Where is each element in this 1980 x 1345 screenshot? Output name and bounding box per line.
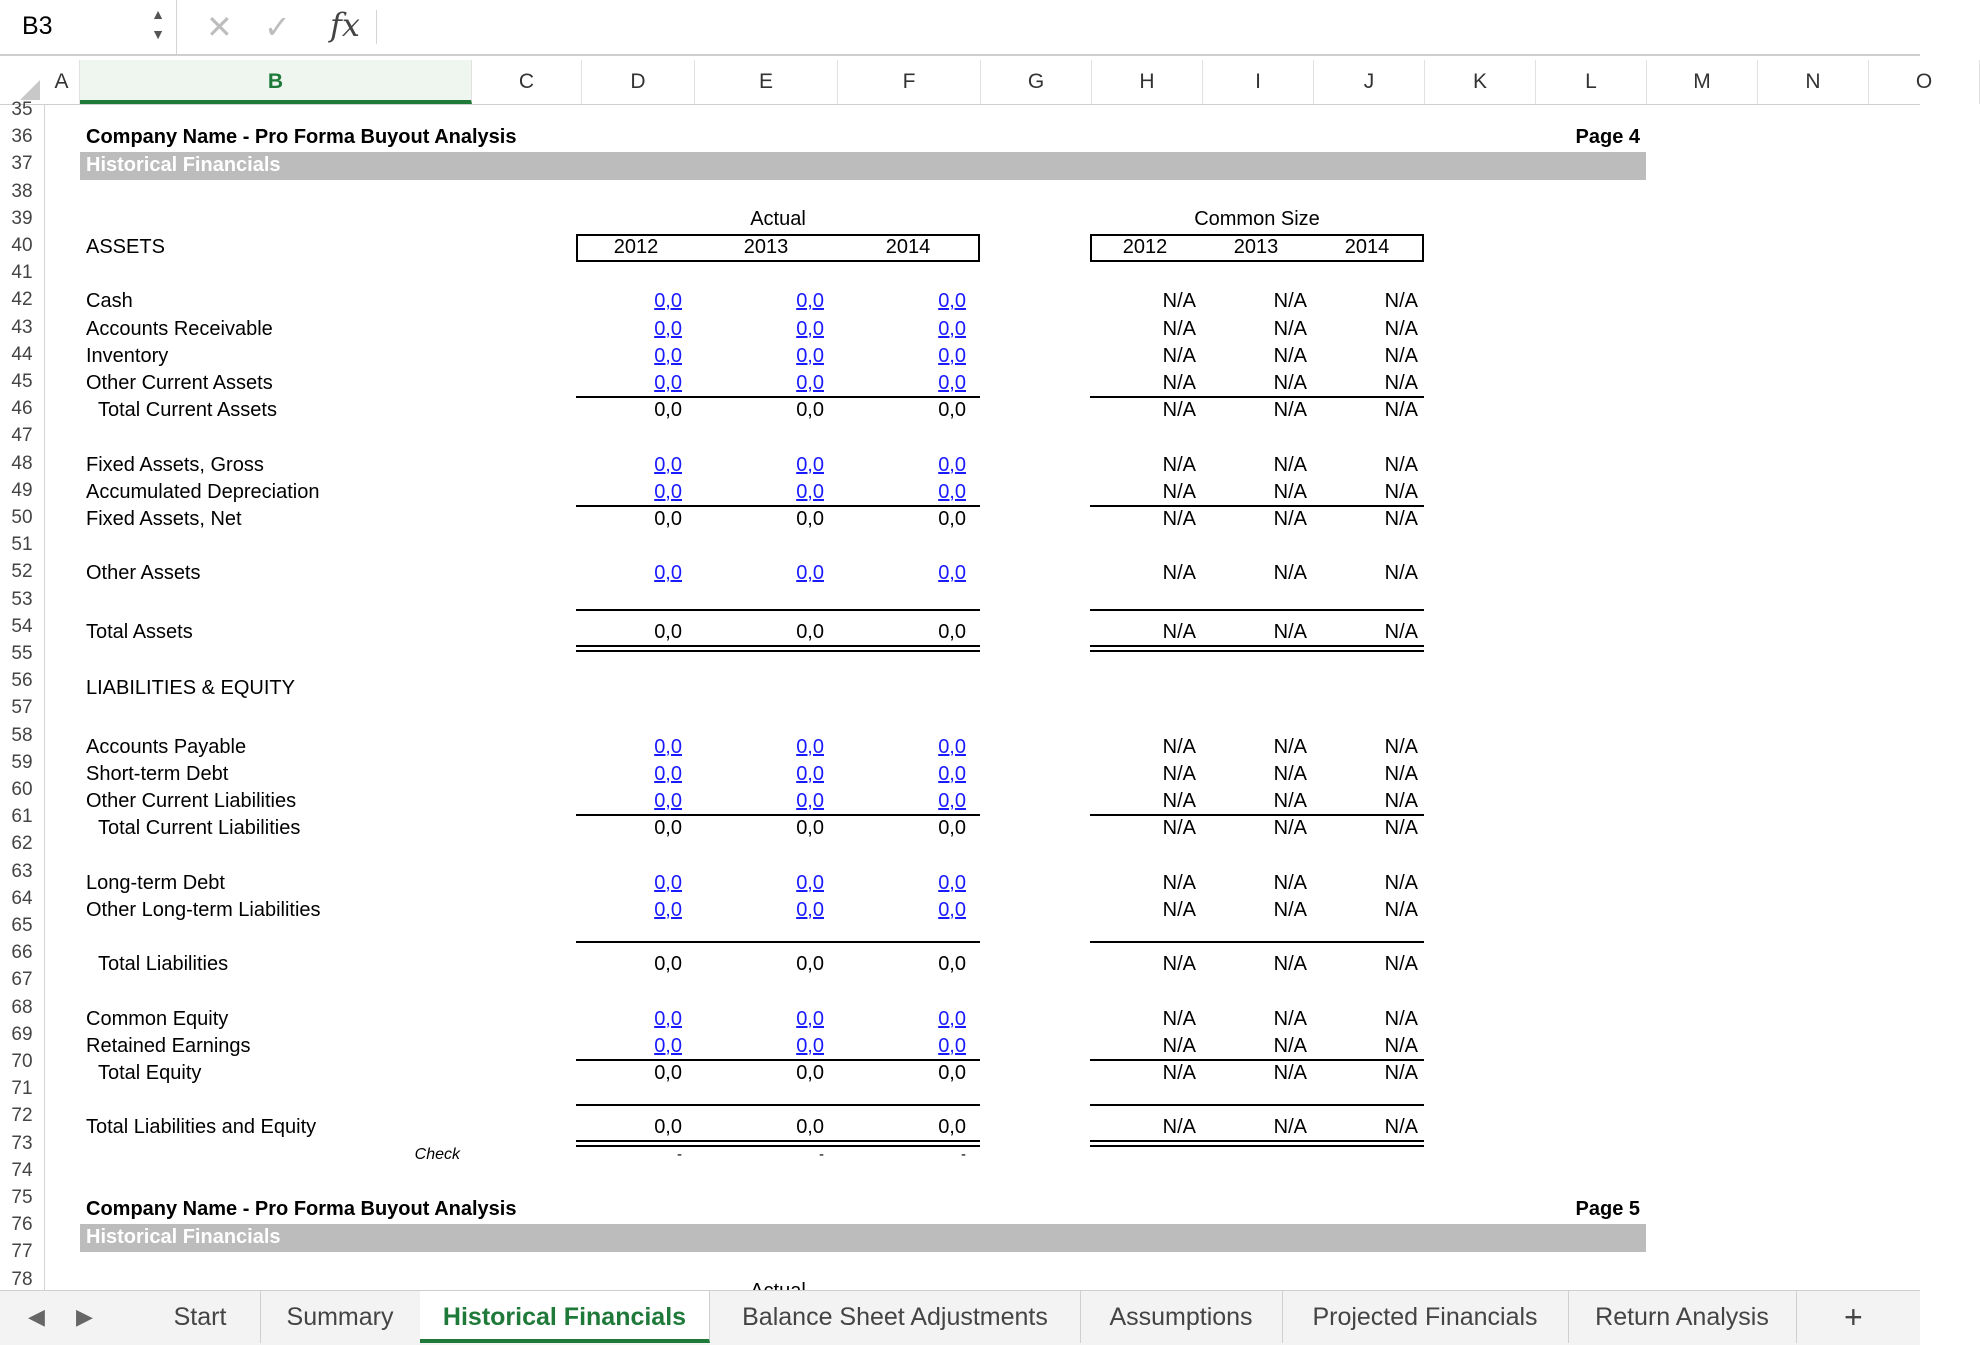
common-size-year-header: 2014 (1344, 236, 1390, 258)
column-header-h[interactable]: H (1092, 60, 1203, 104)
actual-value: 0,0 (654, 620, 682, 643)
sheet-tab-summary[interactable]: Summary (260, 1291, 421, 1343)
section-title: Historical Financials (86, 154, 281, 177)
common-size-value: N/A (1384, 344, 1418, 367)
sheet-tab-start[interactable]: Start (140, 1291, 261, 1343)
actual-value: 0,0 (796, 453, 824, 476)
actual-value: 0,0 (938, 1116, 966, 1139)
actual-value: 0,0 (796, 562, 824, 585)
common-size-value: N/A (1273, 480, 1307, 503)
row-header[interactable]: 37 (11, 153, 33, 175)
row-header[interactable]: 51 (11, 534, 33, 556)
common-size-value: N/A (1384, 480, 1418, 503)
actual-value: 0,0 (654, 562, 682, 585)
select-all-corner[interactable] (0, 60, 44, 104)
double-rule (1090, 1145, 1424, 1147)
row-header[interactable]: 64 (11, 887, 33, 909)
common-size-value: N/A (1273, 399, 1307, 422)
actual-value: 0,0 (938, 953, 966, 976)
common-size-value: N/A (1162, 317, 1196, 340)
common-size-value: N/A (1162, 399, 1196, 422)
column-header-l[interactable]: L (1536, 60, 1647, 104)
common-size-value: N/A (1384, 1034, 1418, 1057)
actual-value: 0,0 (654, 817, 682, 840)
common-size-value: N/A (1162, 735, 1196, 758)
actual-value: 0,0 (654, 762, 682, 785)
common-size-value: N/A (1384, 290, 1418, 313)
actual-value: 0,0 (654, 399, 682, 422)
row-label: Total Assets (86, 620, 193, 643)
common-size-year-header: 2013 (1233, 236, 1279, 258)
column-header-o[interactable]: O (1869, 60, 1980, 104)
actual-value: 0,0 (654, 1116, 682, 1139)
actual-value: 0,0 (796, 790, 824, 812)
year-header: 2012 (613, 236, 659, 258)
actual-value: 0,0 (654, 480, 682, 503)
check-value: - (819, 1145, 824, 1163)
row-label: Accumulated Depreciation (86, 480, 320, 503)
common-size-value: N/A (1162, 953, 1196, 976)
actual-value: 0,0 (654, 453, 682, 476)
actual-value: 0,0 (938, 1007, 966, 1030)
row-label: Retained Earnings (86, 1034, 251, 1057)
row-header[interactable]: 78 (11, 1268, 33, 1290)
sheet-tab-assumptions[interactable]: Assumptions (1080, 1291, 1283, 1343)
common-size-value: N/A (1273, 620, 1307, 643)
row-header[interactable]: 40 (11, 235, 33, 256)
row-header[interactable]: 56 (11, 670, 33, 692)
common-size-value: N/A (1273, 817, 1307, 840)
common-size-value: N/A (1273, 453, 1307, 476)
total-rule (1090, 609, 1424, 611)
column-header-a[interactable]: A (44, 60, 80, 104)
row-header[interactable]: 50 (11, 507, 33, 528)
row-header[interactable]: 61 (11, 806, 33, 828)
actual-value: 0,0 (796, 399, 824, 422)
row-label: Cash (86, 290, 133, 313)
actual-value: 0,0 (796, 508, 824, 530)
actual-value: 0,0 (654, 735, 682, 758)
row-header[interactable]: 48 (11, 452, 33, 474)
section-band (80, 1224, 1646, 1252)
row-header[interactable]: 35 (11, 99, 33, 120)
row-header[interactable]: 44 (11, 343, 33, 365)
common-size-value: N/A (1384, 735, 1418, 758)
common-size-value: N/A (1162, 480, 1196, 503)
sheet-tab-historical-financials[interactable]: Historical Financials (420, 1291, 710, 1343)
actual-header: Actual (750, 207, 806, 230)
common-size-value: N/A (1384, 898, 1418, 921)
check-value: - (961, 1145, 966, 1163)
row-header[interactable]: 71 (11, 1078, 33, 1100)
common-size-value: N/A (1384, 817, 1418, 840)
actual-value: 0,0 (654, 953, 682, 976)
actual-value: 0,0 (938, 562, 966, 585)
column-header-k[interactable]: K (1425, 60, 1536, 104)
actual-value: 0,0 (796, 480, 824, 503)
row-label: Other Assets (86, 562, 201, 585)
actual-value: 0,0 (938, 290, 966, 313)
row-header[interactable]: 65 (11, 915, 33, 936)
common-size-value: N/A (1384, 453, 1418, 476)
actual-value: 0,0 (654, 898, 682, 921)
subtotal-rule (576, 814, 980, 816)
common-size-value: N/A (1162, 1116, 1196, 1139)
row-header[interactable]: 59 (11, 751, 33, 773)
common-size-value: N/A (1273, 1034, 1307, 1057)
row-header[interactable]: 55 (11, 643, 33, 664)
common-size-value: N/A (1273, 871, 1307, 894)
common-size-value: N/A (1384, 399, 1418, 422)
actual-value: 0,0 (938, 817, 966, 840)
total-rule (1090, 941, 1424, 943)
common-size-value: N/A (1273, 1116, 1307, 1139)
common-size-value: N/A (1384, 762, 1418, 785)
actual-value: 0,0 (938, 735, 966, 758)
common-size-value: N/A (1273, 1007, 1307, 1030)
actual-value: 0,0 (654, 871, 682, 894)
actual-value: 0,0 (654, 344, 682, 367)
common-size-value: N/A (1384, 1116, 1418, 1139)
enter-icon[interactable]: ✓ (264, 9, 291, 45)
column-header-b[interactable]: B (80, 60, 472, 104)
subtotal-rule (576, 396, 980, 398)
column-header-i[interactable]: I (1203, 60, 1314, 104)
sheet-grid[interactable] (0, 99, 1920, 1290)
common-size-value: N/A (1384, 1062, 1418, 1084)
actual-value: 0,0 (654, 508, 682, 530)
row-header[interactable]: 54 (11, 615, 33, 637)
row-header[interactable]: 76 (11, 1214, 33, 1236)
actual-value: 0,0 (938, 508, 966, 530)
row-header[interactable]: 63 (11, 860, 33, 882)
row-header[interactable]: 68 (11, 996, 33, 1018)
row-label: Total Current Assets (98, 399, 277, 422)
common-size-value: N/A (1162, 1034, 1196, 1057)
common-size-value: N/A (1273, 372, 1307, 394)
common-size-value: N/A (1384, 562, 1418, 585)
common-size-value: N/A (1162, 453, 1196, 476)
check-label: Check (414, 1145, 460, 1163)
common-size-value: N/A (1162, 871, 1196, 894)
double-rule (576, 1140, 980, 1142)
actual-value: 0,0 (938, 790, 966, 812)
row-header[interactable]: 47 (11, 425, 33, 447)
row-label: Accounts Payable (86, 735, 247, 758)
row-label: Fixed Assets, Net (86, 508, 242, 530)
subtotal-rule (576, 1059, 980, 1061)
column-header-e[interactable]: E (695, 60, 838, 104)
actual-value: 0,0 (796, 372, 824, 394)
actual-value: 0,0 (796, 735, 824, 758)
common-size-value: N/A (1162, 790, 1196, 812)
row-label: Accounts Receivable (86, 317, 273, 340)
actual-value: 0,0 (938, 871, 966, 894)
common-size-value: N/A (1162, 508, 1196, 530)
common-size-value: N/A (1162, 562, 1196, 585)
actual-value: 0,0 (796, 344, 824, 367)
subtotal-rule (1090, 396, 1424, 398)
row-header[interactable]: 72 (11, 1105, 33, 1127)
row-header[interactable]: 62 (11, 833, 33, 855)
common-size-value: N/A (1162, 290, 1196, 313)
actual-value: 0,0 (654, 790, 682, 812)
actual-value: 0,0 (796, 898, 824, 921)
actual-value: 0,0 (654, 317, 682, 340)
row-label: Common Equity (86, 1007, 229, 1030)
actual-value: 0,0 (938, 1062, 966, 1084)
section-title: Historical Financials (86, 1226, 281, 1249)
common-size-value: N/A (1273, 344, 1307, 367)
row-header[interactable]: 38 (11, 180, 33, 202)
sheet-tab-projected-financials[interactable]: Projected Financials (1282, 1291, 1569, 1343)
row-header[interactable]: 53 (11, 588, 33, 610)
row-header[interactable]: 49 (11, 479, 33, 501)
common-size-value: N/A (1273, 562, 1307, 585)
sheet-tab-return-analysis[interactable]: Return Analysis (1568, 1291, 1797, 1343)
common-size-value: N/A (1162, 1062, 1196, 1084)
sheet-tab-balance-sheet-adjustments[interactable]: Balance Sheet Adjustments (710, 1291, 1081, 1343)
common-size-value: N/A (1384, 953, 1418, 976)
row-header[interactable]: 77 (11, 1241, 33, 1263)
actual-value: 0,0 (938, 1034, 966, 1057)
common-size-value: N/A (1162, 344, 1196, 367)
row-header[interactable]: 57 (11, 697, 33, 719)
formula-input[interactable] (390, 8, 1890, 46)
row-header[interactable]: 42 (11, 289, 33, 311)
name-box[interactable] (0, 0, 177, 54)
actual-value: 0,0 (654, 1062, 682, 1084)
common-size-value: N/A (1273, 735, 1307, 758)
row-label: Other Long-term Liabilities (86, 898, 321, 921)
actual-value: 0,0 (796, 1062, 824, 1084)
actual-value: 0,0 (938, 399, 966, 422)
actual-value: 0,0 (938, 762, 966, 785)
row-header[interactable]: 60 (11, 779, 33, 800)
page-title: Company Name - Pro Forma Buyout Analysis (86, 1198, 517, 1220)
double-rule (1090, 1140, 1424, 1142)
row-label: Inventory (86, 344, 169, 367)
row-header[interactable]: 75 (11, 1187, 33, 1208)
common-size-value: N/A (1162, 762, 1196, 785)
actual-value: 0,0 (938, 898, 966, 921)
double-rule (576, 650, 980, 652)
actual-value: 0,0 (938, 620, 966, 643)
year-header: 2013 (743, 236, 789, 258)
column-header-m[interactable]: M (1647, 60, 1758, 104)
row-label: Long-term Debt (86, 871, 225, 894)
row-label: Total Liabilities and Equity (86, 1116, 317, 1139)
subtotal-rule (1090, 505, 1424, 507)
common-size-value: N/A (1384, 620, 1418, 643)
actual-value: 0,0 (796, 953, 824, 976)
formula-bar (0, 0, 1920, 56)
row-header[interactable]: 43 (11, 316, 33, 338)
name-box-stepper-icon[interactable]: ▲ ▼ (151, 6, 165, 42)
column-header-n[interactable]: N (1758, 60, 1869, 104)
actual-value: 0,0 (938, 317, 966, 340)
double-rule (1090, 650, 1424, 652)
common-size-value: N/A (1273, 790, 1307, 812)
assets-heading: ASSETS (86, 236, 165, 258)
column-header-f[interactable]: F (838, 60, 981, 104)
actual-value: 0,0 (938, 453, 966, 476)
double-rule (1090, 645, 1424, 647)
column-header-d[interactable]: D (582, 60, 695, 104)
row-label: Short-term Debt (86, 762, 229, 785)
common-size-value: N/A (1273, 317, 1307, 340)
row-header[interactable]: 52 (11, 561, 33, 583)
row-header[interactable]: 41 (11, 262, 33, 284)
add-sheet-button[interactable]: + (1844, 1299, 1863, 1335)
subtotal-rule (1090, 1059, 1424, 1061)
common-size-value: N/A (1384, 790, 1418, 812)
actual-value: 0,0 (796, 290, 824, 313)
common-size-value: N/A (1162, 372, 1196, 394)
page-title: Company Name - Pro Forma Buyout Analysis (86, 126, 517, 149)
common-size-value: N/A (1384, 871, 1418, 894)
page-number: Page 5 (1575, 1198, 1640, 1220)
previous-sheet-icon[interactable]: ◀ (28, 1304, 45, 1329)
row-header-divider (44, 104, 45, 1290)
common-size-header: Common Size (1194, 207, 1320, 230)
row-label: Total Equity (98, 1062, 202, 1084)
actual-value: 0,0 (654, 1007, 682, 1030)
function-icon[interactable]: fx (330, 6, 360, 44)
row-header[interactable]: 36 (11, 126, 33, 148)
subtotal-rule (1090, 814, 1424, 816)
common-size-value: N/A (1162, 898, 1196, 921)
actual-value: 0,0 (654, 290, 682, 313)
column-header-j[interactable]: J (1314, 60, 1425, 104)
actual-value: 0,0 (796, 871, 824, 894)
common-size-value: N/A (1273, 1062, 1307, 1084)
row-label: Total Current Liabilities (98, 817, 301, 840)
row-header[interactable]: 70 (11, 1051, 33, 1072)
row-header[interactable]: 73 (11, 1132, 33, 1154)
common-size-value: N/A (1384, 508, 1418, 530)
total-rule (1090, 1104, 1424, 1106)
row-label: Other Current Liabilities (86, 790, 297, 812)
common-size-value: N/A (1273, 290, 1307, 313)
column-header-row (0, 60, 1933, 105)
row-label: Fixed Assets, Gross (86, 453, 264, 476)
row-header[interactable]: 45 (11, 371, 33, 392)
common-size-value: N/A (1273, 508, 1307, 530)
actual-value: 0,0 (796, 1116, 824, 1139)
subtotal-rule (576, 505, 980, 507)
actual-value: 0,0 (796, 317, 824, 340)
common-size-value: N/A (1273, 953, 1307, 976)
common-size-value: N/A (1273, 898, 1307, 921)
total-rule (576, 941, 980, 943)
row-header[interactable]: 69 (11, 1023, 33, 1045)
actual-value: 0,0 (796, 620, 824, 643)
common-size-value: N/A (1162, 620, 1196, 643)
column-header-c[interactable]: C (472, 60, 582, 104)
actual-value: 0,0 (938, 480, 966, 503)
actual-value: 0,0 (796, 1007, 824, 1030)
check-value: - (677, 1145, 682, 1163)
actual-value: 0,0 (796, 817, 824, 840)
row-header[interactable]: 66 (11, 942, 33, 964)
common-size-value: N/A (1162, 817, 1196, 840)
select-all-icon (20, 80, 40, 100)
actual-value: 0,0 (938, 372, 966, 394)
year-header: 2014 (885, 236, 931, 258)
row-header[interactable]: 58 (11, 724, 33, 746)
common-size-value: N/A (1384, 372, 1418, 394)
formula-bar-divider (376, 10, 377, 44)
common-size-value: N/A (1384, 1007, 1418, 1030)
row-header[interactable]: 67 (11, 969, 33, 991)
common-size-value: N/A (1384, 317, 1418, 340)
common-size-value: N/A (1162, 1007, 1196, 1030)
actual-value: 0,0 (654, 1034, 682, 1057)
common-size-year-header: 2012 (1122, 236, 1168, 258)
column-header-g[interactable]: G (981, 60, 1092, 104)
actual-value: 0,0 (796, 762, 824, 785)
actual-value: 0,0 (938, 344, 966, 367)
actual-value: 0,0 (654, 372, 682, 394)
row-header[interactable]: 39 (11, 207, 33, 229)
liabilities-heading: LIABILITIES & EQUITY (86, 677, 295, 700)
row-label: Other Current Assets (86, 372, 273, 394)
total-rule (576, 609, 980, 611)
name-box-value: B3 (22, 12, 53, 40)
next-sheet-icon[interactable]: ▶ (76, 1304, 93, 1329)
page-number: Page 4 (1575, 126, 1640, 149)
common-size-value: N/A (1273, 762, 1307, 785)
double-rule (576, 645, 980, 647)
row-header[interactable]: 46 (11, 398, 33, 420)
cancel-icon[interactable]: ✕ (206, 9, 233, 45)
total-rule (576, 1104, 980, 1106)
actual-value: 0,0 (796, 1034, 824, 1057)
row-label: Total Liabilities (98, 953, 229, 976)
section-band (80, 152, 1646, 180)
sheet-tab-bar (0, 1290, 1920, 1345)
row-header[interactable]: 74 (11, 1159, 33, 1181)
